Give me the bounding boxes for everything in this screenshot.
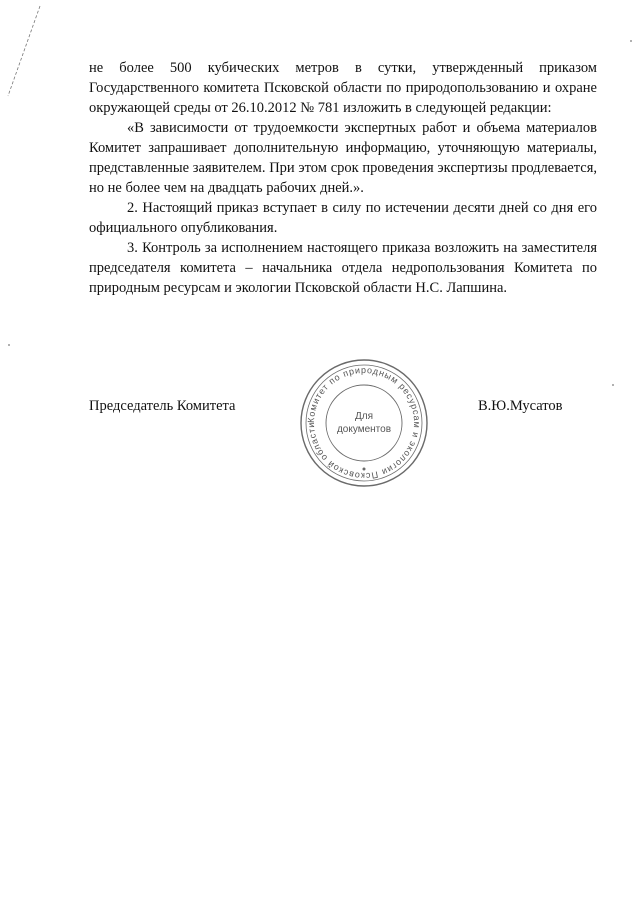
paragraph-continuation: не более 500 кубических метров в сутки, утвержденный приказом Государственного комитета Псковской области по природопользованию и охране окружающей среды от 26.10.2012 № 781 изложить в следующей редакции: (89, 60, 597, 116)
scan-speck (612, 384, 614, 386)
signature-name: В.Ю.Мусатов (478, 398, 563, 414)
official-stamp (298, 357, 430, 489)
paragraph-quote: «В зависимости от трудоемкости экспертных работ и объема материалов Комитет запрашивает дополнительную информацию, уточняющую материалы, представленные заявителем. При этом срок проведения экспертизы продлевается, но не более чем на двадцать рабочих дней.». (89, 120, 597, 196)
stamp-center-line2: документов (336, 424, 392, 435)
stamp-ring-text: Комитет по природным ресурсам и экологии Псковской области (305, 364, 423, 482)
stamp-center-line1: Для (354, 411, 374, 422)
scan-speck (8, 344, 10, 346)
paragraph-item-2: 2. Настоящий приказ вступает в силу по истечении десяти дней со дня его официального опубликования. (89, 200, 597, 236)
paragraph-item-3: 3. Контроль за исполнением настоящего приказа возложить на заместителя председателя комитета – начальника отдела недропользования Комитета по природным ресурсам и экологии Псковской области Н.С. Лапшина. (89, 240, 597, 296)
scan-artifact-line (2, 2, 42, 98)
order-text (89, 58, 597, 298)
signature-title: Председатель Комитета (89, 398, 236, 414)
scan-speck (630, 40, 632, 42)
